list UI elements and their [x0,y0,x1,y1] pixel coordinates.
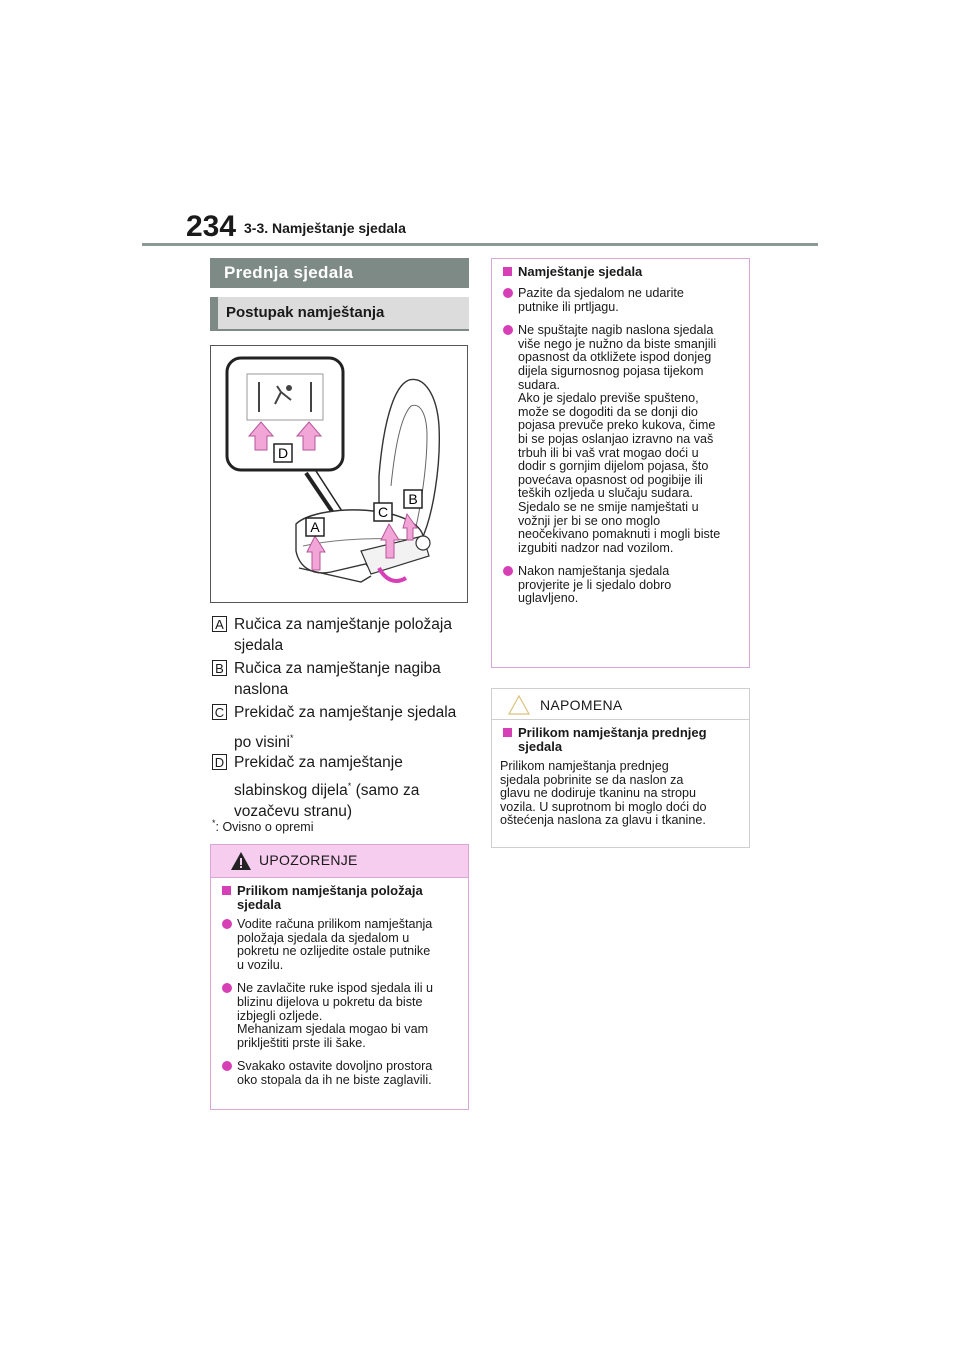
note-header [492,689,749,720]
heading-adjustment-procedure: Postupak namještanja [210,297,469,331]
bullet-dot-icon [503,566,513,576]
bullet-dot-icon [222,919,232,929]
warning-title: UPOZORENJE [259,852,358,868]
box-item: Pazite da sjedalom ne udarite putnike ili prtljagu. [500,287,741,314]
header-divider [142,243,818,246]
note-subheading: Prilikom namještanja prednjeg sjedala [500,726,741,754]
warning-triangle-icon [230,851,252,871]
warning-item: Svakako ostavite dovoljno prostora oko stopala da ih ne biste zaglavili. [219,1060,460,1087]
seat-adjustment-warning-box [491,258,750,668]
seat-diagram [211,346,467,602]
bullet-dot-icon [222,983,232,993]
label-c: C [377,504,389,520]
heading-front-seats: Prednja sjedala [210,258,469,288]
box-item: Nakon namještanja sjedala provjerite je li sjedalo dobro uglavljeno. [500,565,741,606]
label-d: D [277,445,289,461]
warning-item: Ne zavlačite ruke ispod sjedala ili u blizinu dijelova u pokretu da biste izbjegli ozljede. Mehanizam sjedala mogao bi vam priklještiti prste ili šake. [219,982,460,1050]
warning-item: Vodite računa prilikom namještanja položaja sjedala da sjedalom u pokretu ne ozlijedite ostale putnike u vozilu. [219,918,460,972]
legend-item-d: D Prekidač za namještanje slabinskog dijela* (samo za vozačevu stranu) [212,752,472,822]
label-b: B [408,491,418,507]
label-a: A [310,519,320,535]
note-body: Prilikom namještanja prednjeg sjedala pobrinite se da naslon za glavu ne dodiruje tkaninu na stropu vozila. U suprotnom bi moglo doći do oštećenja naslona za glavu i tkanine. [500,759,707,828]
legend-item-a: A Ručica za namještanje položaja sjedala [212,614,472,656]
legend-item-b: B Ručica za namještanje nagiba naslona [212,658,472,700]
section-title: 3-3. Namještanje sjedala [244,220,406,236]
legend-key: D [212,754,227,770]
note-box [491,688,750,848]
caution-triangle-icon [508,695,530,715]
bullet-dot-icon [503,288,513,298]
box-item: Ne spuštajte nagib naslona sjedala više nego je nužno da biste smanjili opasnost da otkližete ispod donjeg dijela sigurnosnog pojasa tijekom sudara. Ako je sjedalo previše spušteno, može se dogoditi da se donji dio pojasa prevuče preko kukova, čime bi se pojas oslanjao izravno na vaš trbuh ili bi vaš vrat mogao doći u dodir s gornjim dijelom pojasa, što povećava opasnost od pogibije ili teških ozljeda u slučaju sudara. Sjedalo se ne smije namještati u vožnji jer bi se ono moglo neočekivano pomaknuti i mogli biste izgubiti nadzor nad vozilom. [500,324,741,555]
bullet-dot-icon [222,1061,232,1071]
note-title: NAPOMENA [540,697,623,713]
footnote: *: Ovisno o opremi [212,818,314,835]
seat-illustration [210,345,468,603]
legend-key: C [212,704,227,720]
warning-box [210,844,469,1110]
warning-header [211,845,468,878]
page-number: 234 [186,210,237,243]
legend-key: A [212,616,227,632]
box-heading: Namještanje sjedala [500,265,741,279]
legend-item-c: C Prekidač za namještanje sjedala po visini* [212,702,472,753]
legend-key: B [212,660,227,676]
warning-subheading: Prilikom namještanja položaja sjedala [219,884,460,912]
bullet-dot-icon [503,325,513,335]
